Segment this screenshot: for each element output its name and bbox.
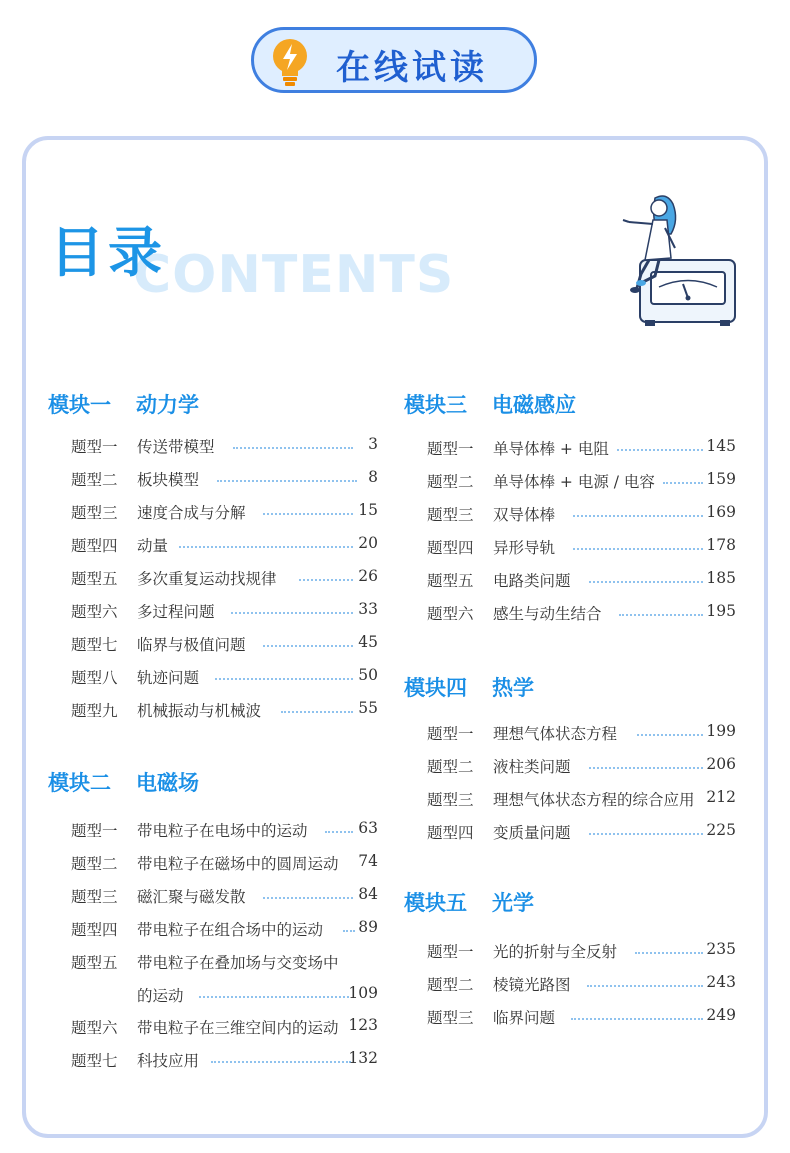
entry-type: 题型三 <box>427 1009 474 1027</box>
entry-type: 题型一 <box>427 440 474 458</box>
entry-title: 带电粒子在磁场中的圆周运动 <box>137 855 339 873</box>
leader-dots <box>263 897 353 899</box>
toc-entry[interactable] <box>71 918 378 942</box>
entry-page: 84 <box>358 885 378 903</box>
entry-page: 55 <box>358 699 378 717</box>
leader-dots <box>233 447 353 449</box>
toc-entry[interactable] <box>427 821 736 845</box>
leader-dots <box>573 515 703 517</box>
entry-title: 带电粒子在电场中的运动 <box>137 822 308 840</box>
module-name: 动力学 <box>136 393 199 417</box>
leader-dots <box>343 930 355 932</box>
entry-title: 棱镜光路图 <box>493 976 571 994</box>
entry-title: 动量 <box>137 537 169 555</box>
entry-type: 题型四 <box>71 921 118 939</box>
entry-title: 轨迹问题 <box>137 669 200 687</box>
toc-entry[interactable] <box>71 666 378 690</box>
entry-type: 题型六 <box>71 603 118 621</box>
entry-page: 15 <box>358 501 378 519</box>
scientist-illustration <box>615 190 745 330</box>
contents-watermark: CONTENTS <box>133 245 455 305</box>
entry-type: 题型四 <box>71 537 118 555</box>
entry-title: 液柱类问题 <box>493 758 571 776</box>
entry-title: 单导体棒 + 电阻 <box>493 440 609 458</box>
entry-page: 212 <box>706 788 736 806</box>
entry-title: 异形导轨 <box>493 539 556 557</box>
entry-page: 109 <box>348 984 378 1002</box>
leader-dots <box>325 831 353 833</box>
entry-type: 题型六 <box>71 1019 118 1037</box>
leader-dots <box>217 480 357 482</box>
module-heading <box>404 672 534 702</box>
entry-page: 178 <box>706 536 736 554</box>
entry-type: 题型二 <box>427 473 474 491</box>
toc-entry[interactable] <box>427 536 736 560</box>
leader-dots <box>589 767 703 769</box>
toc-entry[interactable] <box>427 788 736 812</box>
entry-type: 题型四 <box>427 539 474 557</box>
entry-type: 题型三 <box>427 506 474 524</box>
entry-type: 题型四 <box>427 824 474 842</box>
entry-page: 206 <box>706 755 736 773</box>
entry-type: 题型三 <box>71 888 118 906</box>
module-heading <box>404 887 534 917</box>
online-preview-badge[interactable] <box>251 27 537 93</box>
entry-title: 理想气体状态方程的综合应用 <box>493 791 695 809</box>
entry-type: 题型六 <box>427 605 474 623</box>
toc-entry[interactable] <box>71 852 378 876</box>
leader-dots <box>215 678 353 680</box>
badge-title: 在线试读 <box>336 48 488 88</box>
entry-title: 光的折射与全反射 <box>493 943 618 961</box>
entry-type: 题型一 <box>71 438 118 456</box>
entry-title: 多次重复运动找规律 <box>137 570 277 588</box>
module-number: 模块一 <box>48 393 111 417</box>
entry-type: 题型二 <box>71 855 118 873</box>
module-heading <box>48 767 199 797</box>
toc-entry[interactable] <box>71 501 378 525</box>
entry-title: 多过程问题 <box>137 603 215 621</box>
module-name: 光学 <box>492 891 534 915</box>
leader-dots <box>571 1018 703 1020</box>
module-heading <box>404 389 576 419</box>
entry-page: 159 <box>706 470 736 488</box>
toc-entry[interactable] <box>427 722 736 746</box>
leader-dots <box>299 579 353 581</box>
toc-entry[interactable] <box>427 973 736 997</box>
toc-entry[interactable] <box>71 567 378 591</box>
entry-title: 速度合成与分解 <box>137 504 246 522</box>
entry-page: 169 <box>706 503 736 521</box>
toc-entry[interactable] <box>427 437 736 461</box>
entry-title: 传送带模型 <box>137 438 215 456</box>
entry-page: 145 <box>706 437 736 455</box>
entry-type: 题型三 <box>71 504 118 522</box>
entry-title: 机械振动与机械波 <box>137 702 262 720</box>
entry-page: 26 <box>358 567 378 585</box>
entry-type: 题型三 <box>427 791 474 809</box>
leader-dots <box>263 645 353 647</box>
entry-page: 89 <box>358 918 378 936</box>
entry-type: 题型五 <box>427 572 474 590</box>
entry-type: 题型一 <box>427 725 474 743</box>
toc-entry[interactable] <box>71 468 378 492</box>
toc-entry[interactable] <box>71 1016 378 1040</box>
module-heading <box>48 389 199 419</box>
entry-title: 板块模型 <box>137 471 200 489</box>
entry-title: 带电粒子在三维空间内的运动 <box>137 1019 339 1037</box>
toc-entry[interactable] <box>71 984 378 1008</box>
leader-dots <box>589 833 703 835</box>
module-number: 模块二 <box>48 771 111 795</box>
leader-dots <box>199 996 349 998</box>
toc-entry[interactable] <box>71 699 378 723</box>
entry-page: 3 <box>368 435 378 453</box>
module-name: 电磁场 <box>136 771 199 795</box>
toc-entry[interactable] <box>71 951 378 975</box>
entry-page: 74 <box>358 852 378 870</box>
entry-title-continued: 的运动 <box>137 987 184 1005</box>
entry-type: 题型二 <box>427 758 474 776</box>
entry-page: 33 <box>358 600 378 618</box>
entry-page: 63 <box>358 819 378 837</box>
leader-dots <box>635 952 703 954</box>
toc-entry[interactable] <box>427 1006 736 1030</box>
entry-title: 理想气体状态方程 <box>493 725 618 743</box>
entry-type: 题型九 <box>71 702 118 720</box>
toc-entry[interactable] <box>427 503 736 527</box>
entry-type: 题型二 <box>71 471 118 489</box>
entry-page: 50 <box>358 666 378 684</box>
entry-type: 题型八 <box>71 669 118 687</box>
entry-type: 题型七 <box>71 636 118 654</box>
entry-title: 磁汇聚与磁发散 <box>137 888 246 906</box>
leader-dots <box>211 1061 351 1063</box>
toc-entry[interactable] <box>71 1049 378 1073</box>
toc-entry[interactable] <box>427 602 736 626</box>
module-number: 模块三 <box>404 393 467 417</box>
entry-page: 195 <box>706 602 736 620</box>
leader-dots <box>281 711 353 713</box>
entry-type: 题型一 <box>427 943 474 961</box>
leader-dots <box>179 546 353 548</box>
entry-title: 电路类问题 <box>493 572 571 590</box>
leader-dots <box>589 581 703 583</box>
entry-title: 科技应用 <box>137 1052 200 1070</box>
entry-page: 123 <box>348 1016 378 1034</box>
entry-title: 感生与动生结合 <box>493 605 602 623</box>
toc-entry[interactable] <box>427 470 736 494</box>
entry-page: 8 <box>368 468 378 486</box>
entry-page: 20 <box>358 534 378 552</box>
leader-dots <box>637 734 703 736</box>
module-number: 模块四 <box>404 676 467 700</box>
page-title: 目录 <box>50 221 166 284</box>
leader-dots <box>617 449 703 451</box>
entry-title: 单导体棒 + 电源 / 电容 <box>493 473 655 491</box>
entry-page: 225 <box>706 821 736 839</box>
leader-dots <box>587 985 703 987</box>
toc-entry[interactable] <box>427 755 736 779</box>
toc-entry[interactable] <box>71 600 378 624</box>
entry-page: 45 <box>358 633 378 651</box>
entry-type: 题型五 <box>71 954 118 972</box>
entry-type: 题型一 <box>71 822 118 840</box>
entry-page: 132 <box>348 1049 378 1067</box>
entry-page: 243 <box>706 973 736 991</box>
leader-dots <box>663 482 703 484</box>
entry-title: 带电粒子在组合场中的运动 <box>137 921 324 939</box>
lightbulb-icon <box>270 36 310 90</box>
entry-title: 临界与极值问题 <box>137 636 246 654</box>
toc-entry[interactable] <box>427 940 736 964</box>
module-name: 热学 <box>492 676 534 700</box>
entry-page: 185 <box>706 569 736 587</box>
module-number: 模块五 <box>404 891 467 915</box>
leader-dots <box>619 614 703 616</box>
toc-entry[interactable] <box>71 819 378 843</box>
entry-page: 249 <box>706 1006 736 1024</box>
entry-title: 临界问题 <box>493 1009 556 1027</box>
toc-entry[interactable] <box>71 435 378 459</box>
entry-title: 双导体棒 <box>493 506 556 524</box>
toc-entry[interactable] <box>71 885 378 909</box>
entry-page: 199 <box>706 722 736 740</box>
entry-title: 带电粒子在叠加场与交变场中 <box>137 954 339 972</box>
entry-page: 235 <box>706 940 736 958</box>
toc-entry[interactable] <box>71 633 378 657</box>
entry-type: 题型二 <box>427 976 474 994</box>
module-name: 电磁感应 <box>492 393 576 417</box>
leader-dots <box>231 612 353 614</box>
entry-title: 变质量问题 <box>493 824 571 842</box>
entry-type: 题型五 <box>71 570 118 588</box>
entry-type: 题型七 <box>71 1052 118 1070</box>
toc-entry[interactable] <box>427 569 736 593</box>
toc-entry[interactable] <box>71 534 378 558</box>
leader-dots <box>263 513 353 515</box>
leader-dots <box>573 548 703 550</box>
